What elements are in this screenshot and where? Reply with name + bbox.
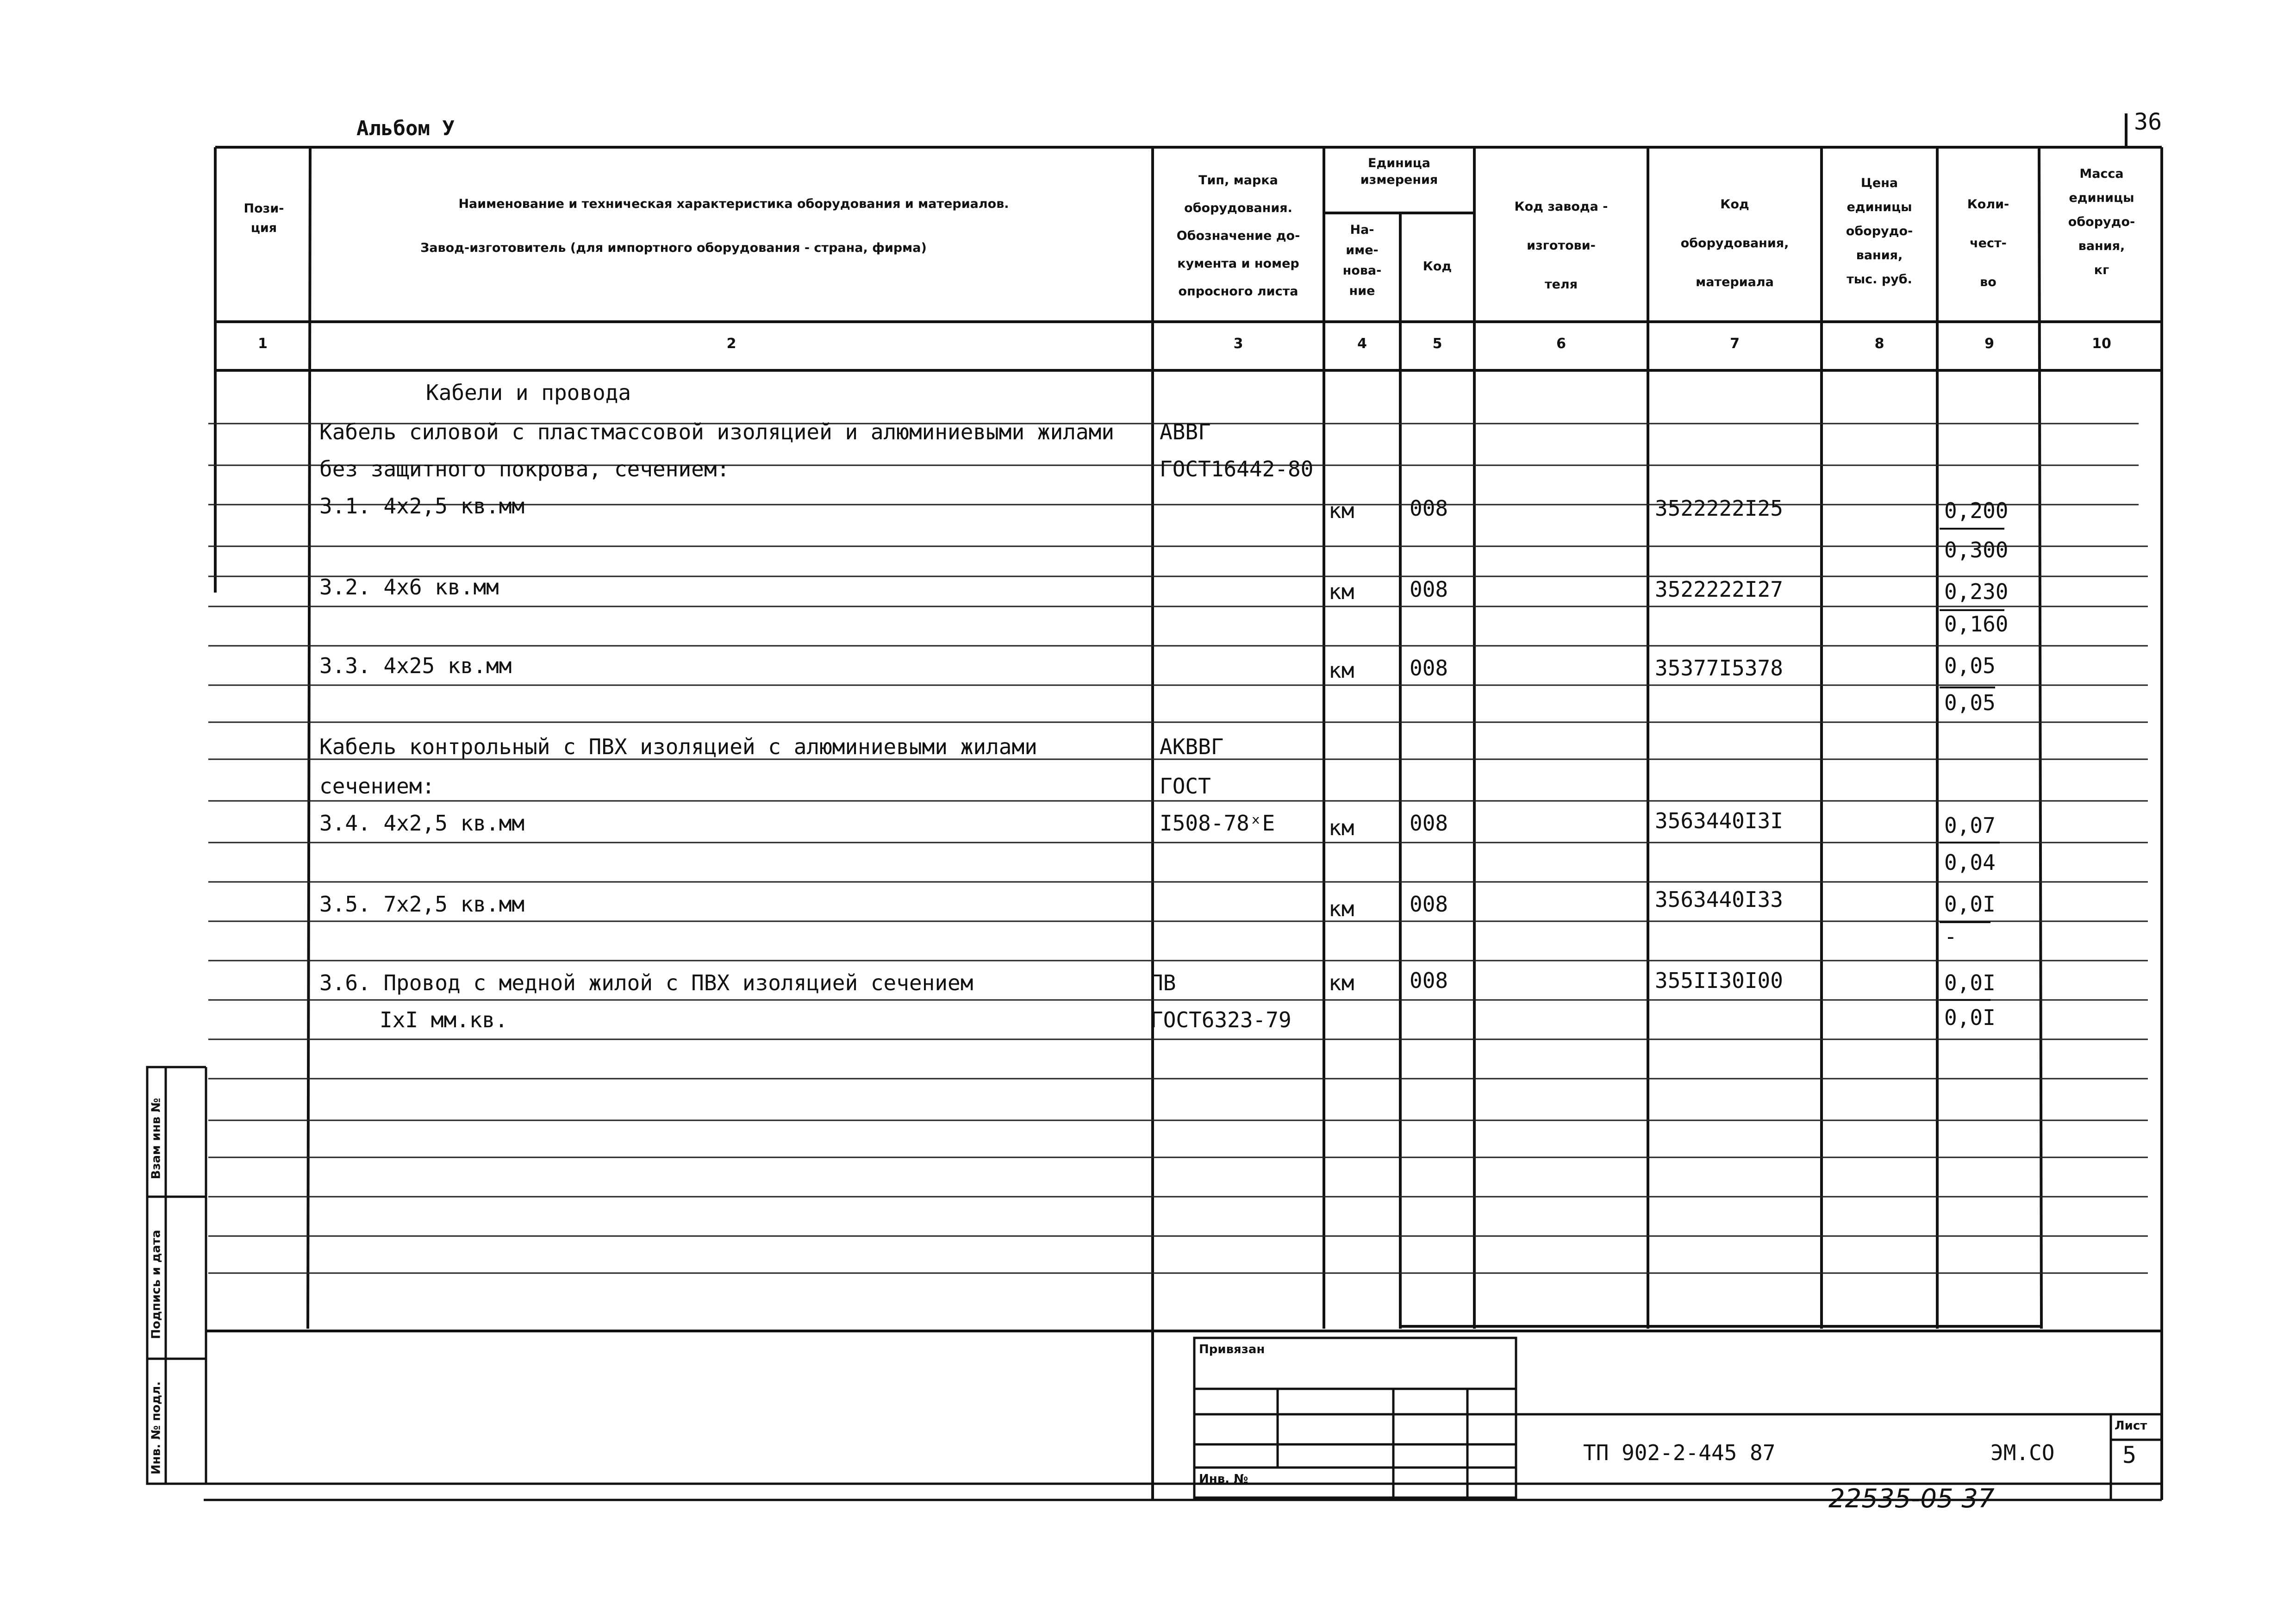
table-row-material-code: 3522222I25 bbox=[1655, 496, 1783, 521]
table-row-unit: км bbox=[1329, 896, 1354, 921]
column-number: 1 bbox=[258, 336, 268, 352]
stamp-inventory-label: Инв. № подл. bbox=[149, 1381, 163, 1475]
stamp-vzam-label: Взам инв № bbox=[149, 1098, 163, 1180]
table-row-name: Кабель контрольный с ПВХ изоляцией с алюминиевыми жилами bbox=[319, 734, 1037, 759]
table-row-material-code: 3522222I27 bbox=[1655, 577, 1783, 602]
table-row-quantity: 0,230 bbox=[1944, 579, 2009, 604]
table-row-code: 008 bbox=[1410, 656, 1448, 681]
table-row-unit: км bbox=[1329, 970, 1354, 995]
header-name-line1: Наименование и техническая характеристика оборудования и материалов. bbox=[458, 197, 1009, 211]
table-row-material-code: 3563440I33 bbox=[1655, 887, 1783, 912]
header-factory-code: Код завода - изготови- теля bbox=[1514, 200, 1608, 292]
table-row-code: 008 bbox=[1410, 496, 1448, 521]
page-corner-number: 36 bbox=[2134, 108, 2162, 135]
document-section: ЭМ.СО bbox=[1990, 1440, 2055, 1465]
table-row-name: IхI мм.кв. bbox=[380, 1007, 508, 1032]
title-block-linked-label: Привязан bbox=[1199, 1343, 1265, 1356]
header-type: Тип, марка оборудования. Обозначение до- кумента и номер опросного листа bbox=[1176, 173, 1300, 299]
table-row-quantity: 0,0I bbox=[1944, 1005, 1996, 1030]
header-mass: Масса единицы оборудо- вания, кг bbox=[2068, 167, 2135, 277]
table-row-type: I508-78ˣЕ bbox=[1160, 811, 1275, 836]
header-unit-code: Код bbox=[1423, 259, 1452, 274]
table-row-type: ГОСТ16442-80 bbox=[1160, 456, 1314, 481]
table-row-code: 008 bbox=[1410, 811, 1448, 836]
handwritten-note: 22535-05 37 bbox=[1828, 1484, 1995, 1514]
table-row-quantity: 0,160 bbox=[1944, 612, 2009, 637]
column-number: 7 bbox=[1730, 336, 1740, 352]
table-row-code: 008 bbox=[1410, 968, 1448, 993]
table-row-name: Кабели и провода bbox=[426, 380, 631, 405]
table-row-material-code: 355II30I00 bbox=[1655, 968, 1783, 993]
table-row-name: 3.2. 4х6 кв.мм bbox=[319, 575, 499, 600]
table-row-type: ГОСТ bbox=[1160, 774, 1211, 799]
table-row-name: 3.4. 4х2,5 кв.мм bbox=[319, 811, 525, 836]
table-row-quantity: 0,0I bbox=[1944, 970, 1996, 995]
table-row-name: 3.6. Провод с медной жилой с ПВХ изоляцией сечением bbox=[319, 970, 973, 995]
table-row-quantity: 0,300 bbox=[1944, 537, 2009, 562]
table-row-name: сечением: bbox=[319, 774, 435, 799]
table-row-unit: км bbox=[1329, 579, 1354, 604]
header-unit-name: На- име- нова- ние bbox=[1342, 223, 1382, 298]
table-row-material-code: 3563440I3I bbox=[1655, 808, 1783, 833]
title-block-inventory-label: Инв. № bbox=[1199, 1472, 1248, 1486]
column-number: 8 bbox=[1874, 336, 1884, 352]
sheet-number: 5 bbox=[2122, 1442, 2137, 1468]
table-row-code: 008 bbox=[1410, 577, 1448, 602]
table-row-quantity: 0,200 bbox=[1944, 498, 2009, 523]
column-number: 2 bbox=[726, 336, 736, 352]
header-quantity: Коли- чест- во bbox=[1967, 197, 2009, 289]
header-price: Цена единицы оборудо- вания, тыс. руб. bbox=[1846, 176, 1913, 287]
table-row-name: 3.3. 4х25 кв.мм bbox=[319, 653, 512, 678]
album-label: Альбом У bbox=[356, 117, 455, 140]
column-number: 6 bbox=[1556, 336, 1566, 352]
column-number: 9 bbox=[1984, 336, 1994, 352]
table-row-name: 3.1. 4х2,5 кв.мм bbox=[319, 493, 525, 518]
table-row-quantity: 0,0I bbox=[1944, 892, 1996, 917]
table-row-type: АКВВГ bbox=[1160, 734, 1224, 759]
table-row-name: без защитного покрова, сечением: bbox=[319, 456, 730, 481]
table-row-quantity: 0,07 bbox=[1944, 813, 1996, 838]
table-row-name: Кабель силовой с пластмассовой изоляцией и алюминиевыми жилами bbox=[319, 419, 1115, 444]
table-row-type: АВВГ bbox=[1160, 419, 1211, 444]
column-number: 10 bbox=[2092, 336, 2111, 352]
table-row-quantity: 0,05 bbox=[1944, 690, 1996, 715]
table-row-type: ГОСТ6323-79 bbox=[1150, 1007, 1292, 1032]
document-code: ТП 902-2-445 87 bbox=[1583, 1440, 1776, 1465]
column-number: 3 bbox=[1233, 336, 1243, 352]
sheet-label: Лист bbox=[2115, 1419, 2147, 1433]
header-position: Пози- ция bbox=[243, 201, 284, 235]
stamp-signature-label: Подпись и дата bbox=[149, 1230, 163, 1339]
header-unit-group: Единица измерения bbox=[1360, 156, 1438, 187]
table-row-name: 3.5. 7х2,5 кв.мм bbox=[319, 892, 525, 917]
table-row-quantity: 0,05 bbox=[1944, 653, 1996, 678]
table-row-quantity: 0,04 bbox=[1944, 850, 1996, 875]
table-row-unit: км bbox=[1329, 498, 1354, 523]
table-row-type: ПВ bbox=[1150, 970, 1176, 995]
column-number: 4 bbox=[1357, 336, 1367, 352]
table-row-quantity: - bbox=[1944, 924, 1957, 949]
column-number: 5 bbox=[1432, 336, 1442, 352]
table-row-unit: км bbox=[1329, 658, 1354, 683]
table-row-code: 008 bbox=[1410, 892, 1448, 917]
header-name-line2: Завод-изготовитель (для импортного оборудования - страна, фирма) bbox=[420, 241, 927, 255]
table-row-material-code: 35377I5378 bbox=[1655, 656, 1783, 681]
header-material-code: Код оборудования, материала bbox=[1680, 197, 1789, 289]
table-row-unit: км bbox=[1329, 815, 1354, 840]
